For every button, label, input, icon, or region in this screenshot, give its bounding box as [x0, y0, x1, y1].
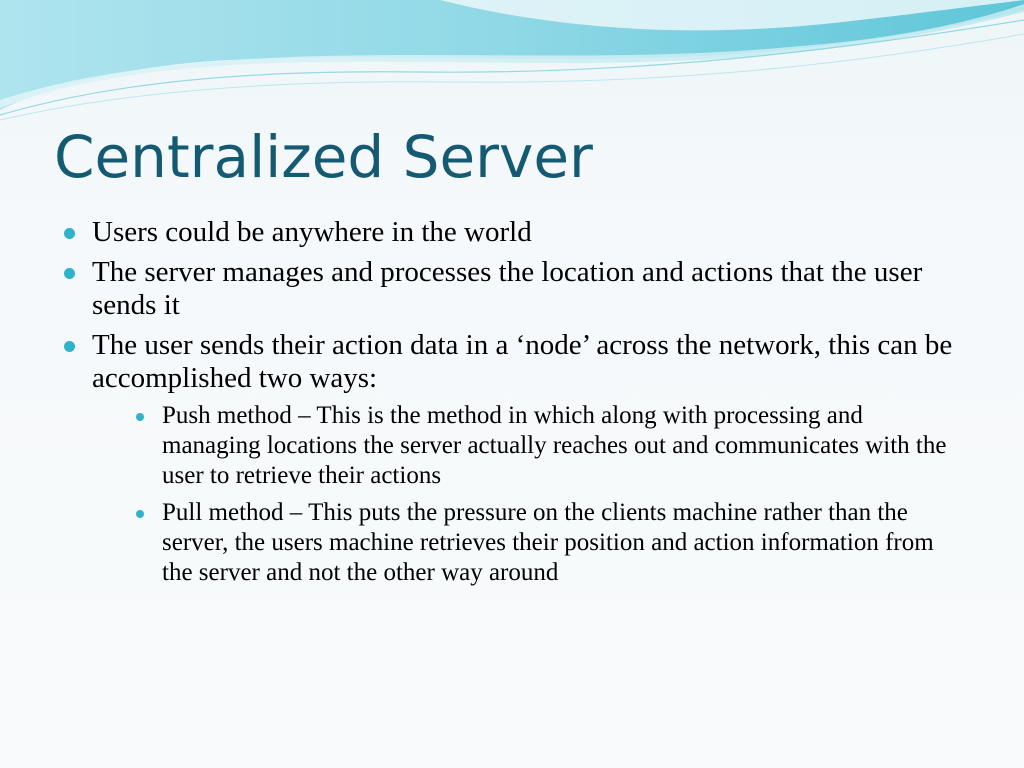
sub-bullet-list [92, 401, 962, 588]
sub-bullet-text: Push method – This is the method in which along with processing and managing locations the server actually reaches out and communicates with the user to retrieve their actions [162, 402, 947, 489]
sub-bullet-text: Pull method – This puts the pressure on the clients machine rather than the server, the users machine retrieves their position and action information from the server and not the other way around [162, 499, 934, 586]
bullet-dot-icon [64, 268, 75, 279]
sub-bullet-item [132, 498, 962, 588]
bullet-dot-icon [64, 341, 75, 352]
sub-bullet-item [132, 401, 962, 491]
sub-bullet-dot-icon [136, 413, 144, 421]
bullet-item [62, 256, 962, 322]
bullet-list [62, 216, 962, 588]
bullet-text: Users could be anywhere in the world [92, 216, 532, 248]
bullet-dot-icon [64, 228, 75, 239]
sub-bullet-dot-icon [136, 510, 144, 518]
slide-title: Centralized Server [54, 123, 593, 191]
slide-content [62, 216, 962, 595]
bullet-item [62, 329, 962, 588]
bullet-text: The server manages and processes the location and actions that the user sends it [92, 256, 923, 321]
bullet-item [62, 216, 962, 249]
bullet-text: The user sends their action data in a ‘node’ across the network, this can be accomplished two ways: [92, 329, 953, 394]
wave-header-decoration [0, 0, 1024, 130]
